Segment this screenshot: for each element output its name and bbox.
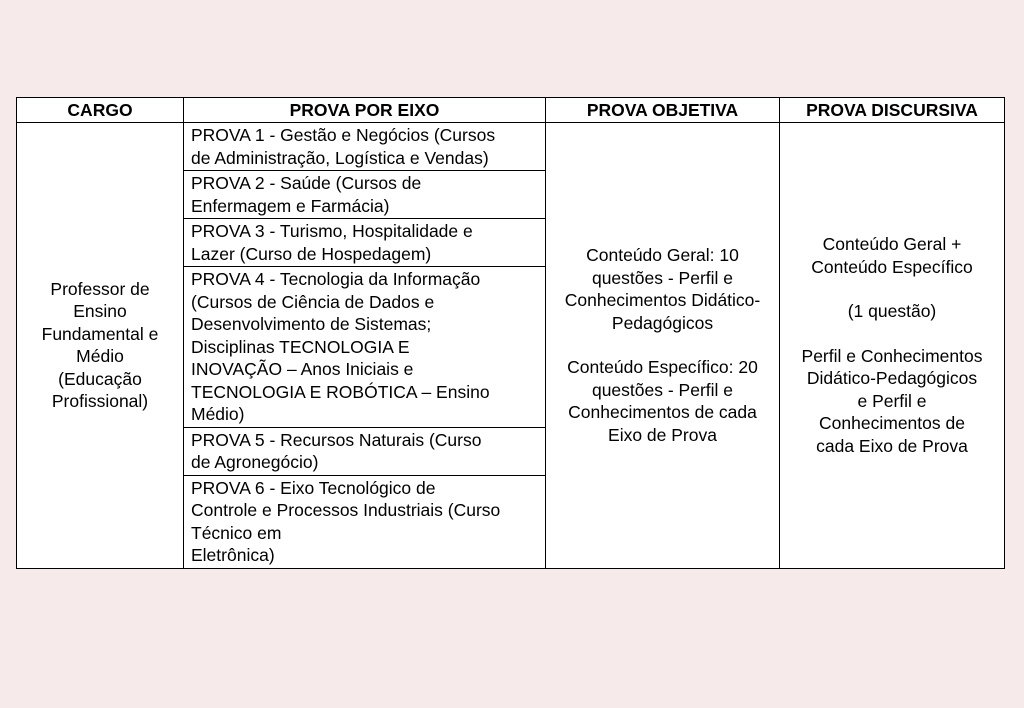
spacer (788, 323, 996, 345)
discursiva-conteudo: Conteúdo Geral + Conteúdo Específico (811, 234, 973, 277)
discursiva-perfil: Perfil e Conhecimentos Didático-Pedagógicos e Perfil e Conhecimentos de cada Eixo de Prova (801, 345, 983, 456)
spacer (554, 334, 771, 356)
cargo-cell: Professor de Ensino Fundamental e Médio (Educação Profissional) (17, 123, 184, 569)
discursiva-questao: (1 questão) (847, 301, 937, 322)
prova-1-cell: PROVA 1 - Gestão e Negócios (Cursos de Administração, Logística e Vendas) (184, 123, 546, 171)
header-prova-por-eixo: PROVA POR EIXO (184, 98, 546, 123)
prova-4-cell: PROVA 4 - Tecnologia da Informação (Cursos de Ciência de Dados e Desenvolvimento de Sistemas; Disciplinas TECNOLOGIA E INOVAÇÃO – Anos Iniciais e TECNOLOGIA E ROBÓTICA – Ensino Médio) (184, 267, 546, 428)
header-prova-objetiva: PROVA OBJETIVA (546, 98, 780, 123)
prova-objetiva-cell (546, 123, 780, 569)
objetiva-conteudo-geral: Conteúdo Geral: 10 questões - Perfil e Conhecimentos Didático- Pedagógicos (564, 245, 761, 333)
prova-discursiva-cell (780, 123, 1005, 569)
prova-2-cell: PROVA 2 - Saúde (Cursos de Enfermagem e Farmácia) (184, 171, 546, 219)
prova-5-cell: PROVA 5 - Recursos Naturais (Curso de Agronegócio) (184, 427, 546, 475)
exam-structure-table-container (16, 97, 1004, 569)
table-row (17, 123, 1005, 171)
prova-6-cell: PROVA 6 - Eixo Tecnológico de Controle e Processos Industriais (Curso Técnico em Eletrônica) (184, 475, 546, 568)
spacer (788, 278, 996, 300)
exam-structure-table (16, 97, 1005, 569)
header-cargo: CARGO (17, 98, 184, 123)
objetiva-conteudo-especifico: Conteúdo Específico: 20 questões - Perfil e Conhecimentos de cada Eixo de Prova (567, 357, 758, 445)
header-row (17, 98, 1005, 123)
prova-3-cell: PROVA 3 - Turismo, Hospitalidade e Lazer (Curso de Hospedagem) (184, 219, 546, 267)
header-prova-discursiva: PROVA DISCURSIVA (780, 98, 1005, 123)
